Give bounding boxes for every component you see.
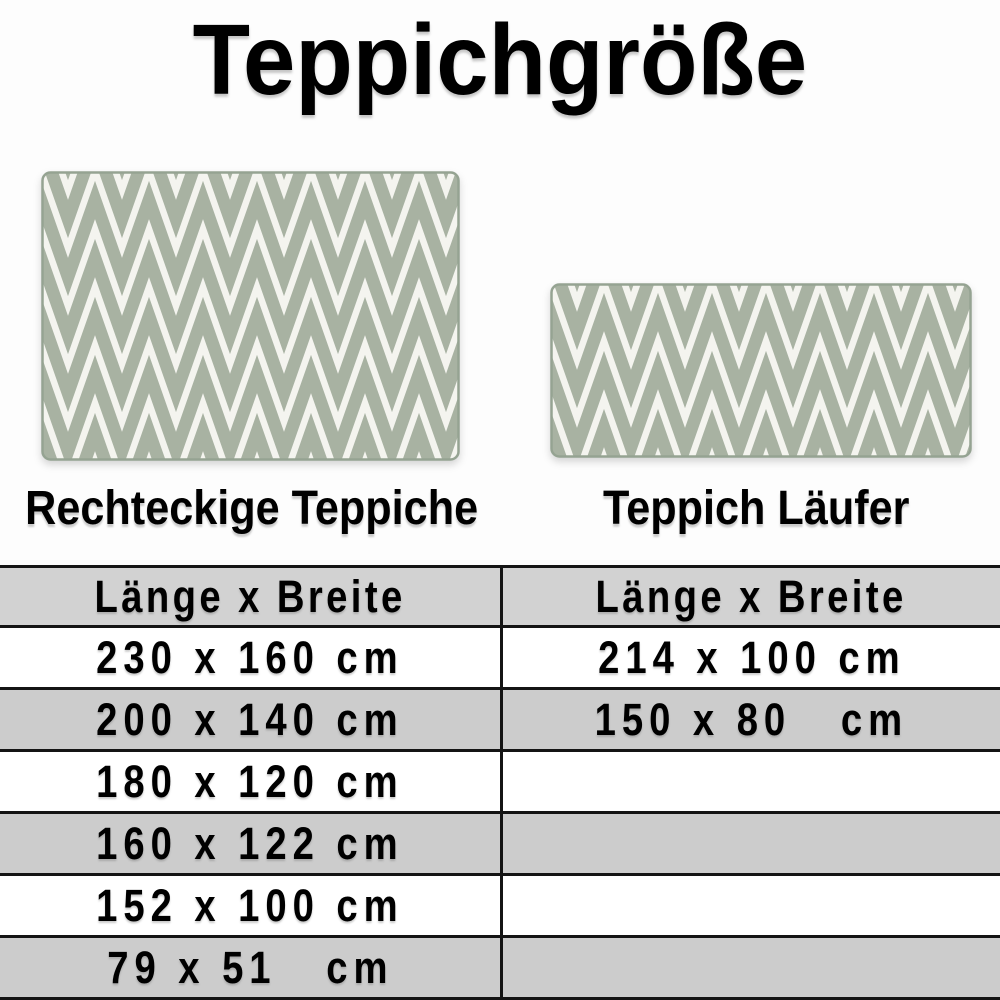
chevron-pattern-runner-icon xyxy=(550,283,972,458)
rectangular-rugs-label: Rechteckige Teppiche xyxy=(25,482,479,535)
size-cell-runner xyxy=(500,938,1000,997)
table-row xyxy=(0,690,1000,752)
runner-rug-image xyxy=(550,283,972,463)
page-title-text: Teppichgröße xyxy=(192,4,808,116)
chevron-pattern-rug-icon xyxy=(41,171,460,461)
size-cell-runner: 214 x 100 cm xyxy=(500,628,1000,687)
column-header-runner: Länge x Breite xyxy=(500,568,1000,625)
table-row xyxy=(0,876,1000,938)
size-table xyxy=(0,565,1000,1000)
runner-rugs-label: Teppich Läufer xyxy=(602,482,910,535)
size-cell-runner xyxy=(500,814,1000,873)
rectangular-rug-image xyxy=(41,171,460,466)
size-cell-rectangular: 200 x 140 cm xyxy=(0,690,500,749)
table-row xyxy=(0,628,1000,690)
table-header-row xyxy=(0,568,1000,628)
size-cell-runner xyxy=(500,876,1000,935)
page-title xyxy=(0,6,1000,114)
table-row xyxy=(0,814,1000,876)
size-cell-rectangular: 160 x 122 cm xyxy=(0,814,500,873)
size-cell-rectangular: 79 x 51 cm xyxy=(0,938,500,997)
size-cell-rectangular: 230 x 160 cm xyxy=(0,628,500,687)
size-cell-rectangular: 152 x 100 cm xyxy=(0,876,500,935)
column-header-rectangular: Länge x Breite xyxy=(0,568,500,625)
size-cell-runner: 150 x 80 cm xyxy=(500,690,1000,749)
table-row xyxy=(0,938,1000,997)
size-cell-rectangular: 180 x 120 cm xyxy=(0,752,500,811)
table-row xyxy=(0,752,1000,814)
size-cell-runner xyxy=(500,752,1000,811)
